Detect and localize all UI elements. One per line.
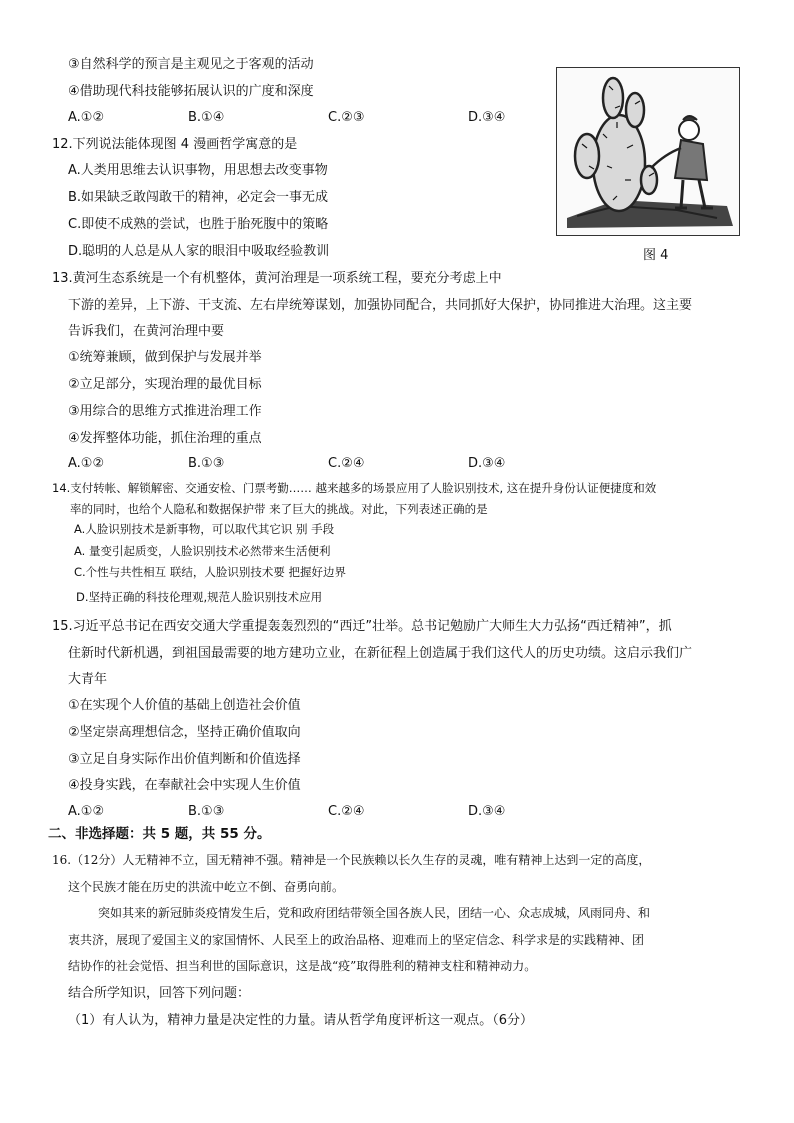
cactus-cartoon-figure [556,67,740,236]
cactus-cartoon-illustration [557,68,739,235]
q13-item-1: ①统筹兼顾，做到保护与发展并举 [68,350,262,365]
q15-item-4: ④投身实践，在奉献社会中实现人生价值 [68,778,301,793]
q15-option-c: C.②④ [328,804,365,819]
q13-item-3: ③用综合的思维方式推进治理工作 [68,404,262,419]
q13-option-d: D.③④ [468,456,506,471]
q11-option-d: D.③④ [468,110,506,125]
figure-caption: 图 4 [643,248,669,263]
q16-subquestion-1: （1）有人认为，精神力量是决定性的力量。请从哲学角度评析这一观点。（6分） [68,1013,534,1028]
q11-item-4: ④借助现代科技能够拓展认识的广度和深度 [68,84,314,99]
q13-line-1: 13.黄河生态系统是一个有机整体，黄河治理是一项系统工程，要充分考虑上中 [52,271,502,286]
q15-item-3: ③立足自身实际作出价值判断和价值选择 [68,752,301,767]
q11-option-b: B.①④ [188,110,225,125]
q16-line-1: 16.（12分）人无精神不立，国无精神不强。精神是一个民族赖以长久生存的灵魂，唯有精神上达到一定的高度， [52,853,651,867]
q13-option-b: B.①③ [188,456,225,471]
section-2-title: 二、非选择题：共 5 题，共 55 分。 [48,826,271,842]
q13-item-2: ②立足部分，实现治理的最优目标 [68,377,262,392]
q14-option-b: A. 量变引起质变，人脸识别技术必然带来生活便利 [74,544,331,558]
q16-material-line-1: 突如其来的新冠肺炎疫情发生后，党和政府团结带领全国各族人民，团结一心、众志成城，风雨同舟、和 [98,906,651,920]
q13-item-4: ④发挥整体功能，抓住治理的重点 [68,431,262,446]
q16-material-line-2: 衷共济，展现了爱国主义的家国情怀、人民至上的政治品格、迎难而上的坚定信念、科学求是的实践精神、团 [68,933,645,947]
q13-option-a: A.①② [68,456,105,471]
q15-line-1: 15.习近平总书记在西安交通大学重提轰轰烈烈的“西迁”壮举。总书记勉励广大师生大力弘扬“西迁精神”，抓 [52,619,672,634]
q12-option-b: B.如果缺乏敢闯敢干的精神，必定会一事无成 [68,190,329,205]
q14-option-a: A.人脸识别技术是新事物，可以取代其它识 别 手段 [74,522,335,536]
q15-option-d: D.③④ [468,804,506,819]
q12-option-d: D.聪明的人总是从人家的眼泪中吸取经验教训 [68,244,330,259]
q13-line-3: 告诉我们，在黄河治理中要 [68,324,225,339]
q16-material-line-3: 结协作的社会觉悟、担当利世的国际意识，这是战“疫”取得胜利的精神支柱和精神动力。 [68,959,537,973]
q16-instruction: 结合所学知识，回答下列问题： [68,986,251,1001]
q15-item-1: ①在实现个人价值的基础上创造社会价值 [68,698,301,713]
q11-option-a: A.①② [68,110,105,125]
q16-line-2: 这个民族才能在历史的洪流中屹立不倒、奋勇向前。 [68,880,345,894]
q15-line-3: 大青年 [68,672,108,687]
q14-line-1: 14.支付转帐、解锁解密、交通安检、门票考勤…… 越来越多的场景应用了人脸识别技术, 这在提升身份认证便捷度和效 [52,481,657,495]
q12-stem: 12.下列说法能体现图 4 漫画哲学寓意的是 [52,137,298,152]
q13-line-2: 下游的差异，上下游、干支流、左右岸统筹谋划，加强协同配合，共同抓好大保护，协同推进大治理。这主要 [68,298,693,313]
q12-option-a: A.人类用思维去认识事物，用思想去改变事物 [68,163,328,178]
q12-option-c: C.即使不成熟的尝试，也胜于胎死腹中的策略 [68,217,329,232]
q15-line-2: 住新时代新机遇，到祖国最需要的地方建功立业，在新征程上创造属于我们这代人的历史功绩。这启示我们广 [68,646,693,661]
q14-option-c: C.个性与共性相互 联结，人脸识别技术要 把握好边界 [74,565,346,579]
q11-item-3: ③自然科学的预言是主观见之于客观的活动 [68,57,314,72]
q15-option-b: B.①③ [188,804,225,819]
q13-option-c: C.②④ [328,456,365,471]
q15-option-a: A.①② [68,804,105,819]
q11-option-c: C.②③ [328,110,365,125]
q15-item-2: ②坚定崇高理想信念，坚持正确价值取向 [68,725,301,740]
q14-option-d: D.坚持正确的科技伦理观,规范人脸识别技术应用 [76,590,323,604]
q14-line-2: 率的同时，也给个人隐私和数据保护带 来了巨大的挑战。对此，下列表述正确的是 [70,502,488,516]
